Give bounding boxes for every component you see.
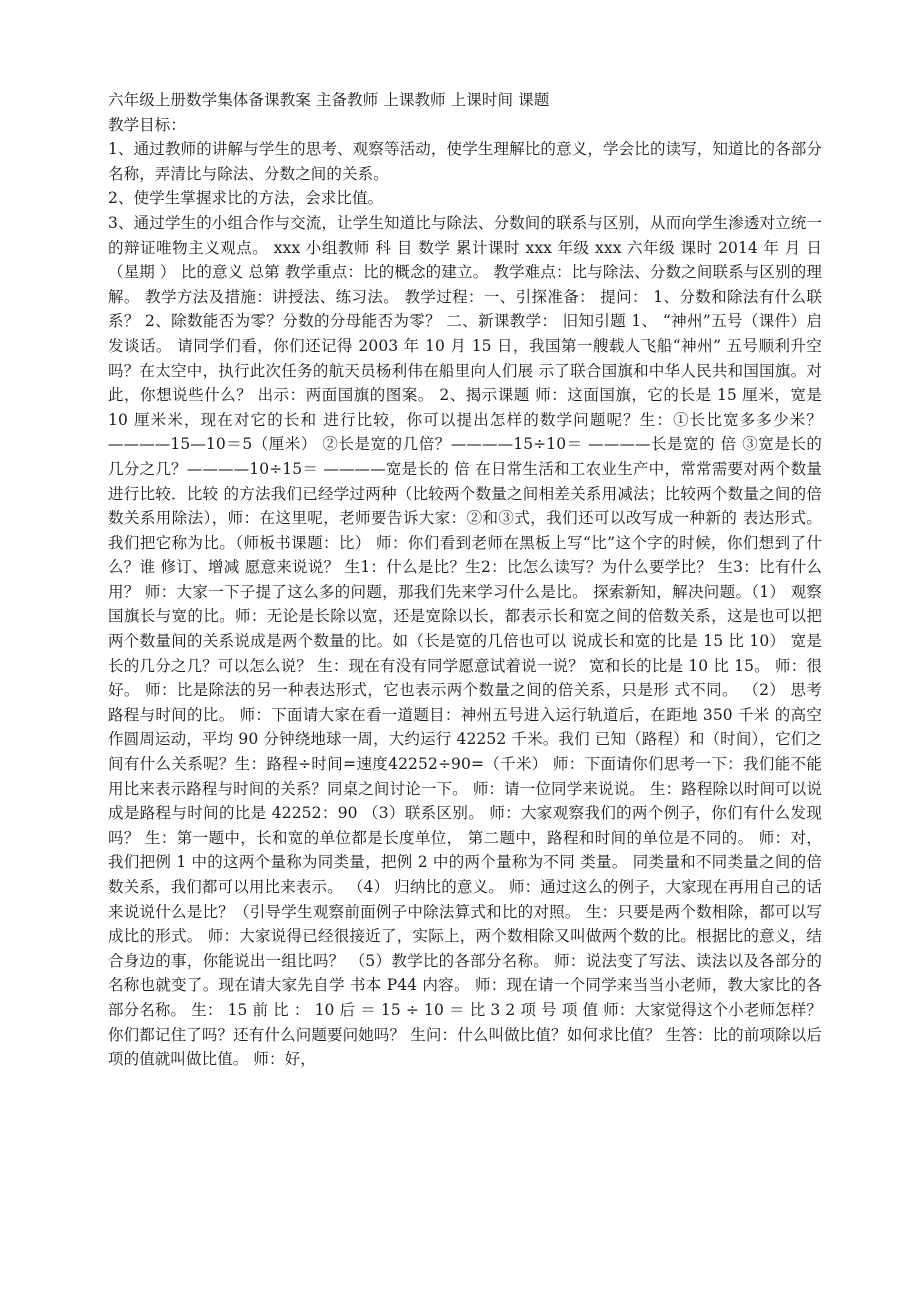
document-title-line: 六年级上册数学集体备课教案 主备教师 上课教师 上课时间 课题: [108, 91, 550, 109]
objectives-label: 教学目标：: [108, 115, 187, 134]
lesson-body-text: 3、通过学生的小组合作与交流，让学生知道比与除法、分数间的联系与区别，从而向学生渗透对立统一的辩证唯物主义观点。 xxx 小组教师 科 目 数学 累计课时 xxx 年级 xxx 六年级 课时 2014 年 月 日（星期 ） 比的意义 总第 教学重点：比的概念的建立。 教学难点：比与除法、分数之间联系与区别的理解。 教学方法及措施：讲授法、练习法。 教学过程：一、引探准备： 提问： 1、分数和除法有什么联系？ 2、除数能否为零？分数的分母能否为零？ 二、新课教学： 旧知引题 1、 “神州”五号（课件）启发谈话。 请同学们看，你们还记得 2003 年 10 月 15 日，我国第一艘载人飞船“神州” 五号顺利升空吗？在太空中，执行此次任务的航天员杨利伟在船里向人们展 示了联合国旗和中华人民共和国国旗。对此，你想说些什么？ 出示：两面国旗的图案。 2、揭示课题 师：这面国旗，它的长是 15 厘米，宽是 10 厘米米，现在对它的长和 进行比较，你可以提出怎样的数学问题呢？生：①长比宽多多少米？————15—10＝5（厘米） ②长是宽的几倍？————15÷10＝ ————长是宽的 倍 ③宽是长的几分之几？————10÷15＝ ————宽是长的 倍 在日常生活和工农业生产中，常常需要对两个数量进行比较．比较 的方法我们已经学过两种（比较两个数量之间相差关系用减法；比较两个数量之间的倍数关系用除法），师：在这里呢，老师要告诉大家：②和③式，我们还可以改写成一种新的 表达形式。我们把它称为比。（师板书课题：比） 师：你们看到老师在黑板上写“比”这个字的时候，你们想到了什么？谁 修订、增减 愿意来说说？ 生1：什么是比？生2：比怎么读写？为什么要学比？ 生3：比有什么用？ 师：大家一下子提了这么多的问题，那我们先来学习什么是比。 探索新知，解决问题。（1） 观察国旗长与宽的比。师：无论是长除以宽，还是宽除以长，都表示长和宽之间的倍数关系，这是也可以把两个数量间的关系说成是两个数量的比。如（长是宽的几倍也可以 说成长和宽的比是 15 比 10） 宽是长的几分之几？可以怎么说？ 生：现在有没有同学愿意试着说一说？ 宽和长的比是 10 比 15。 师：很好。 师：比是除法的另一种表达形式，它也表示两个数量之间的倍关系，只是形 式不同。 （2） 思考路程与时间的比。 师：下面请大家在看一道题目：神州五号进入运行轨道后，在距地 350 千米 的高空作圆周运动，平均 90 分钟绕地球一周，大约运行 42252 千米。我们 已知（路程）和（时间），它们之间有什么关系呢？生：路程÷时间=速度42252÷90=（千米） 师：下面请你们思考一下：我们能不能用比来表示路程与时间的关系？同桌之间讨论一下。 师：请一位同学来说说。 生：路程除以时间可以说成是路程与时间的比是 42252：90 （3）联系区别。 师：大家观察我们的两个例子，你们有什么发现吗？ 生：第一题中，长和宽的单位都是长度单位， 第二题中，路程和时间的单位是不同的。 师：对，我们把例 1 中的这两个量称为同类量，把例 2 中的两个量称为不同 类量。 同类量和不同类量之间的倍数关系，我们都可以用比来表示。 （4） 归纳比的意义。 师：通过这么的例子，大家现在再用自己的话来说说什么是比？（引导学生观察前面例子中除法算式和比的对照。 生：只要是两个数相除，都可以写成比的形式。 师：大家说得已经很接近了，实际上，两个数相除又叫做两个数的比。根据比的意义，结合身边的事，你能说出一组比吗？ （5）教学比的各部分名称。 师：说法变了写法、读法以及各部分的名称也就变了。现在请大家先自学 书本 P44 内容。 师：现在请一个同学来当当小老师，教大家比的各部分名称。 生： 15 前 比 ： 10 后 ＝ 15 ÷ 10 ＝ 比 3 2 项 号 项 值 师：大家觉得这个小老师怎样？你们都记住了吗？还有什么问题要问她吗？ 生问：什么叫做比值？如何求比值？ 生答：比的前项除以后项的值就叫做比值。 师：好，: [108, 213, 822, 1069]
objective-1: 1、通过教师的讲解与学生的思考、观察等活动，使学生理解比的意义，学会比的读写，知道比的各部分名称，弄清比与除法、分数之间的关系。: [108, 140, 822, 183]
objective-2: 2、使学生掌握求比的方法，会求比值。: [108, 189, 384, 208]
document-body: [108, 88, 822, 1072]
